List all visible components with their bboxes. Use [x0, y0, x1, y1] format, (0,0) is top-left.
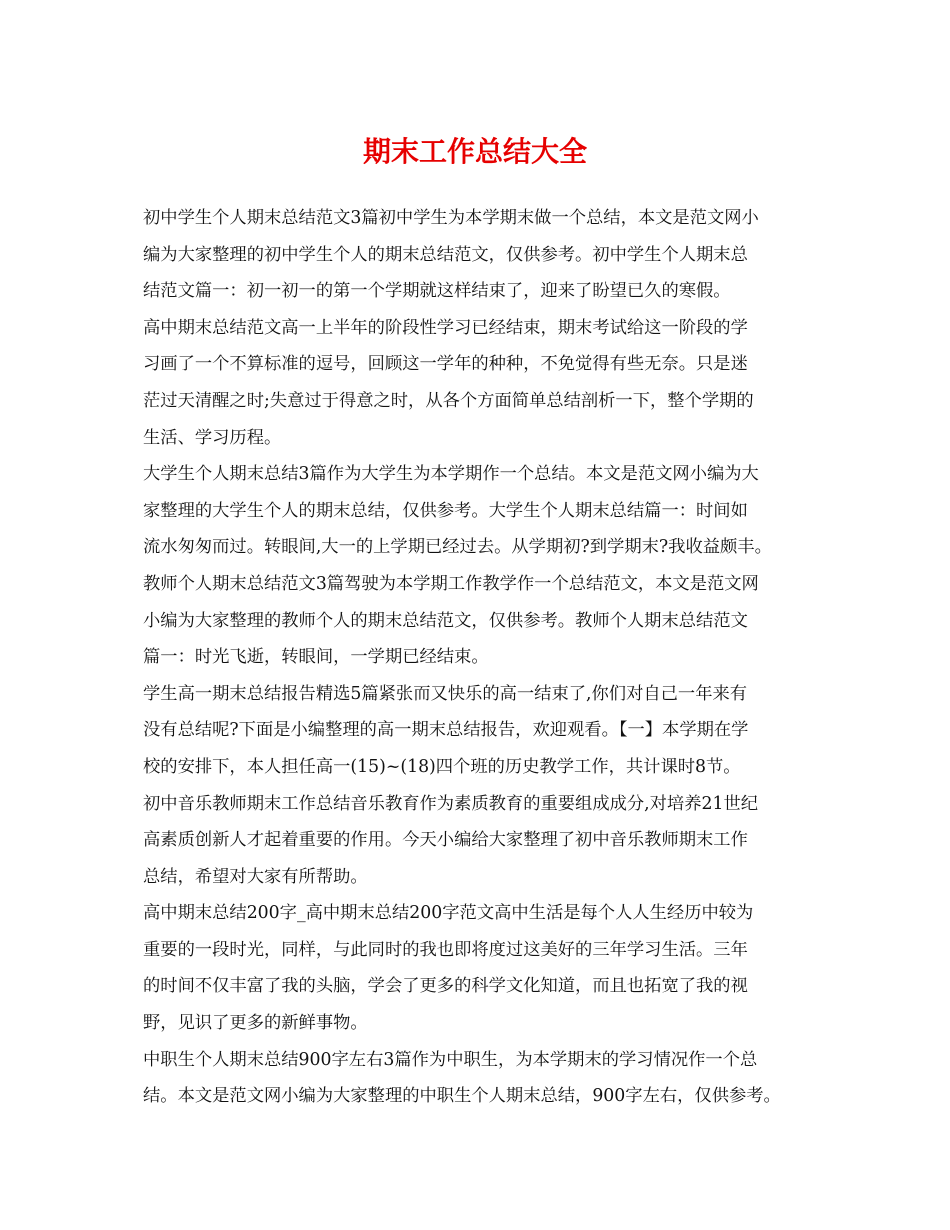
text-line: 校的安排下，本人担任高一(15)~(18)四个班的历史教学工作，共计课时8节。 — [143, 756, 741, 777]
text-line: 流水匆匆而过。转眼间,大一的上学期已经过去。从学期初?到学期末?我收益颇丰。 — [143, 537, 772, 558]
text-line: 初中音乐教师期末工作总结音乐教育作为素质教育的重要组成成分,对培养21世纪 — [143, 793, 759, 814]
text-line: 结。本文是范文网小编为大家整理的中职生个人期末总结，900字左右，仅供参考。 — [143, 1086, 781, 1107]
text-line: 茫过天清醒之时;失意过于得意之时，从各个方面简单总结剖析一下，整个学期的 — [143, 390, 754, 411]
document-title: 期末工作总结大全 — [362, 135, 587, 168]
text-line: 家整理的大学生个人的期末总结，仅供参考。大学生个人期末总结篇一：时间如 — [143, 500, 748, 521]
text-line: 结范文篇一：初一初一的第一个学期就这样结束了，迎来了盼望已久的寒假。 — [143, 281, 731, 302]
text-line: 大学生个人期末总结3篇作为大学生为本学期作一个总结。本文是范文网小编为大 — [143, 464, 759, 485]
text-line: 生活、学习历程。 — [143, 427, 282, 448]
text-line: 总结，希望对大家有所帮助。 — [143, 866, 368, 887]
text-line: 的时间不仅丰富了我的头脑，学会了更多的科学文化知道，而且也拓宽了我的视 — [143, 976, 748, 997]
text-line: 重要的一段时光，同样，与此同时的我也即将度过这美好的三年学习生活。三年 — [143, 939, 748, 960]
text-line: 初中学生个人期末总结范文3篇初中学生为本学期末做一个总结，本文是范文网小 — [143, 208, 759, 228]
text-line: 小编为大家整理的教师个人的期末总结范文，仅供参考。教师个人期末总结范文 — [143, 610, 748, 631]
text-line: 学生高一期末总结报告精选5篇紧张而又快乐的高一结束了,你们对自己一年来有 — [143, 683, 748, 704]
text-line: 教师个人期末总结范文3篇驾驶为本学期工作教学作一个总结范文，本文是范文网 — [143, 573, 759, 594]
text-line: 习画了一个不算标准的逗号，回顾这一学年的种种，不免觉得有些无奈。只是迷 — [143, 354, 748, 375]
text-line: 中职生个人期末总结900字左右3篇作为中职生，为本学期末的学习情况作一个总 — [143, 1049, 758, 1070]
text-line: 高中期末总结范文高一上半年的阶段性学习已经结束，期末考试给这一阶段的学 — [143, 317, 748, 338]
text-line: 编为大家整理的初中学生个人的期末总结范文，仅供参考。初中学生个人期末总 — [143, 244, 748, 265]
text-line: 高素质创新人才起着重要的作用。今天小编给大家整理了初中音乐教师期末工作 — [143, 830, 748, 851]
text-line: 高中期末总结200字_高中期末总结200字范文高中生活是每个人人生经历中较为 — [143, 903, 754, 924]
text-line: 篇一：时光飞逝，转眼间，一学期已经结束。 — [143, 647, 489, 668]
text-line: 没有总结呢?下面是小编整理的高一期末总结报告，欢迎观看。【一】本学期在学 — [143, 720, 749, 741]
document-body — [143, 200, 823, 1115]
text-line: 野，见识了更多的新鲜事物。 — [143, 1013, 368, 1034]
